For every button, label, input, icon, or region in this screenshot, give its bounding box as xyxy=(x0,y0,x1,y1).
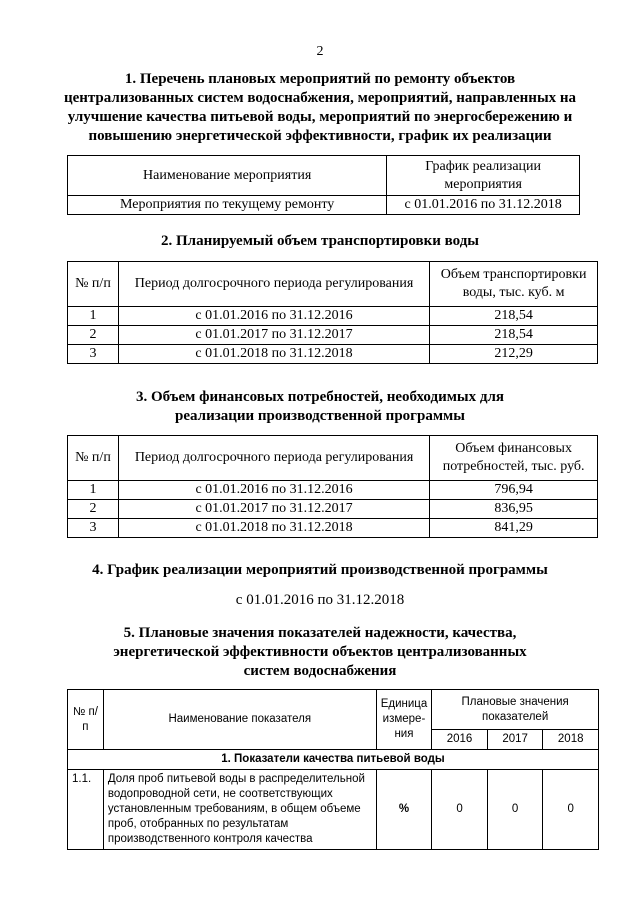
table-cell: 0 xyxy=(432,770,488,850)
table-cell: с 01.01.2018 по 31.12.2018 xyxy=(118,519,429,538)
table-cell: 0 xyxy=(543,770,599,850)
table-row xyxy=(68,519,598,538)
table-header-cell: № п/п xyxy=(68,690,104,750)
table-cell: 218,54 xyxy=(430,326,598,345)
table-row xyxy=(68,345,598,364)
table-header-cell: Объем транспортировки воды, тыс. куб. м xyxy=(430,262,598,307)
section3-title: 3. Объем финансовых потребностей, необходимых для реализации производственной программы xyxy=(135,389,505,424)
table-header-cell: График реализации мероприятия xyxy=(387,156,580,196)
table-header-cell: № п/п xyxy=(68,436,119,481)
table-header-cell: 2016 xyxy=(432,730,488,750)
table-header-cell: 2018 xyxy=(543,730,599,750)
table-header-cell: № п/п xyxy=(68,262,119,307)
section1-table xyxy=(67,155,580,215)
table-cell: Доля проб питьевой воды в распределительной водопроводной сети, не соответствующих установленным требованиям, в общем объеме проб, отобранных по результатам производственного контроля качества xyxy=(103,770,376,850)
table-header-cell: Единица измере-ния xyxy=(376,690,432,750)
table-group-row xyxy=(68,750,599,770)
table-header-row xyxy=(68,156,580,196)
table-group-cell: 1. Показатели качества питьевой воды xyxy=(68,750,599,770)
table-row xyxy=(68,307,598,326)
table-cell: 2 xyxy=(68,500,119,519)
table-header-cell: Объем финансовых потребностей, тыс. руб. xyxy=(430,436,598,481)
table-cell: 841,29 xyxy=(430,519,598,538)
table-header-row xyxy=(68,262,598,307)
table-cell: с 01.01.2016 по 31.12.2016 xyxy=(118,307,429,326)
table-cell: % xyxy=(376,770,432,850)
table-cell: 2 xyxy=(68,326,119,345)
table-cell: с 01.01.2017 по 31.12.2017 xyxy=(118,326,429,345)
table-row xyxy=(68,326,598,345)
table-header-row xyxy=(68,690,599,730)
table-cell: 836,95 xyxy=(430,500,598,519)
page-number: 2 xyxy=(316,44,324,59)
table-row xyxy=(68,500,598,519)
section5-table xyxy=(67,689,599,850)
section2-table xyxy=(67,261,598,364)
table-cell: 796,94 xyxy=(430,481,598,500)
table-cell: Мероприятия по текущему ремонту xyxy=(68,196,387,215)
table-cell: с 01.01.2016 по 31.12.2016 xyxy=(118,481,429,500)
table-cell: 218,54 xyxy=(430,307,598,326)
table-cell: 212,29 xyxy=(430,345,598,364)
table-cell: 1.1. xyxy=(68,770,104,850)
table-header-cell: Период долгосрочного периода регулирования xyxy=(118,436,429,481)
table-cell: 0 xyxy=(487,770,543,850)
table-header-cell: Плановые значения показателей xyxy=(432,690,599,730)
table-header-cell: Период долгосрочного периода регулирования xyxy=(118,262,429,307)
table-row xyxy=(68,770,599,850)
table-header-row xyxy=(68,436,598,481)
table-header-cell: 2017 xyxy=(487,730,543,750)
table-header-cell: Наименование мероприятия xyxy=(68,156,387,196)
table-cell: 1 xyxy=(68,307,119,326)
table-header-cell: Наименование показателя xyxy=(103,690,376,750)
table-cell: с 01.01.2017 по 31.12.2017 xyxy=(118,500,429,519)
section2-title: 2. Планируемый объем транспортировки воды xyxy=(161,233,479,249)
table-cell: с 01.01.2018 по 31.12.2018 xyxy=(118,345,429,364)
section1-title: 1. Перечень плановых мероприятий по ремонту объектов централизованных систем водоснабжения, мероприятий, направленных на улучшение качества питьевой воды, мероприятий по энергосбережению и повышению энергетической эффективности, график их реализации xyxy=(63,71,577,144)
table-cell: 3 xyxy=(68,345,119,364)
table-row xyxy=(68,196,580,215)
section4-title: 4. График реализации мероприятий производственной программы xyxy=(92,562,548,578)
section4-period: с 01.01.2016 по 31.12.2018 xyxy=(235,592,405,608)
table-cell: 3 xyxy=(68,519,119,538)
section3-table xyxy=(67,435,598,538)
table-cell: 1 xyxy=(68,481,119,500)
section5-title: 5. Плановые значения показателей надежности, качества, энергетической эффективности объектов централизованных систем водоснабжения xyxy=(113,625,527,679)
table-row xyxy=(68,481,598,500)
table-cell: с 01.01.2016 по 31.12.2018 xyxy=(387,196,580,215)
